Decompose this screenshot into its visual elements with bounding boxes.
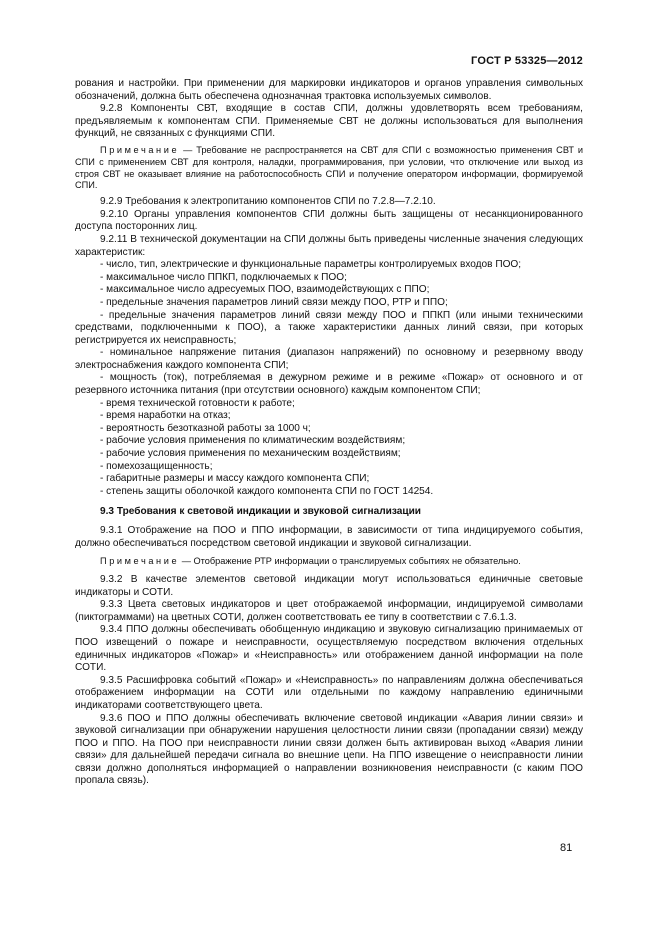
- clause-9-2-9: 9.2.9 Требования к электропитанию компонентов СПИ по 7.2.8—7.2.10.: [100, 196, 436, 208]
- note-1: [75, 145, 583, 192]
- clause-9-2-10: 9.2.10 Органы управления компонентов СПИ должны быть защищены от несанкционированного доступа посторонних лиц.: [75, 208, 583, 233]
- note-label: Примечание: [100, 144, 180, 155]
- section-heading-9-3: 9.3 Требования к световой индикации и звуковой сигнализации: [100, 506, 421, 518]
- note-text: — Отображение РТР информации о транслируемых событиях не обязательно.: [179, 556, 521, 567]
- list-item: - предельные значения параметров линий связи между ПОО, РТР и ППО;: [100, 296, 448, 308]
- list-item: - вероятность безотказной работы за 1000 ч;: [100, 422, 311, 434]
- list-item: - время технической готовности к работе;: [100, 397, 295, 409]
- clause-9-3-3: 9.3.3 Цвета световых индикаторов и цвет отображаемой информации, индицируемой символами (пиктограммами) на цветных СОТИ, должен соответствовать ее типу в соответствии с 7.6.1.3.: [75, 599, 583, 623]
- list-item: - время наработки на отказ;: [100, 410, 231, 422]
- page-number: 81: [560, 842, 573, 854]
- clause-9-3-6: 9.3.6 ПОО и ППО должны обеспечивать включение световой индикации «Авария линии связи» и звуковой сигнализации при обнаружении нарушения целостности линии связи (пропадании связи) между ПОО и ППО. На ПОО при неисправности линии связи должен быть активирован выход «Авария линии связи» для дальнейшей передачи сигнала во внешние цепи. На ППО извещение о неисправности линии связи должно дополняться информацией о направлении возникновения неисправности (с каким ПОО пропала связь).: [75, 712, 583, 787]
- list-item: - рабочие условия применения по механическим воздействиям;: [100, 448, 401, 460]
- clause-9-3-2: 9.3.2 В качестве элементов световой индикации могут использоваться единичные световые индикаторы и СОТИ.: [75, 573, 583, 598]
- list-item: - помехозащищенность;: [100, 460, 213, 472]
- note-label: Примечание: [100, 556, 180, 567]
- paragraph-continuation: рования и настройки. При применении для маркировки индикаторов и органов управления символьных обозначений, должна быть обеспечена однозначная трактовка используемых символов.: [75, 78, 583, 102]
- clause-9-3-5: 9.3.5 Расшифровка событий «Пожар» и «Неисправность» по направлениям должна обеспечиваться отображением информации на СОТИ или отдельными по каждому направлению единичными индикаторами соответствующего цвета.: [75, 674, 583, 711]
- clause-9-2-11: 9.2.11 В технической документации на СПИ должны быть приведены численные значения следующих характеристик:: [75, 233, 583, 258]
- clause-9-3-1: 9.3.1 Отображение на ПОО и ППО информации, в зависимости от типа индицируемого события, должно обеспечиваться посредством световой индикации и звуковой сигнализации.: [75, 525, 583, 549]
- list-item: - номинальное напряжение питания (диапазон напряжений) по основному и резервному вводу электроснабжения каждого компонента СПИ;: [75, 347, 583, 371]
- document-body: [75, 78, 583, 788]
- standard-header: ГОСТ Р 53325—2012: [471, 55, 583, 67]
- note-2: [75, 556, 583, 568]
- list-item: - степень защиты оболочкой каждого компонента СПИ по ГОСТ 14254.: [100, 485, 434, 497]
- clause-9-2-8: 9.2.8 Компоненты СВТ, входящие в состав СПИ, должны удовлетворять всем требованиям, предъявляемым к компонентам СПИ. Применяемые СВТ не должны использоваться для выполнения функций, не связанных с функциями СПИ.: [75, 103, 583, 140]
- list-item: - габаритные размеры и массу каждого компонента СПИ;: [100, 473, 370, 485]
- list-item: - число, тип, электрические и функциональные параметры контролируемых входов ПОО;: [100, 259, 522, 271]
- list-item: - максимальное число ППКП, подключаемых к ПОО;: [100, 271, 347, 283]
- list-item: - рабочие условия применения по климатическим воздействиям;: [100, 435, 406, 447]
- list-item: - предельные значения параметров линий связи между ПОО и ППКП (или иными техническими средствами, подключенными к ПОО), а также характеристики данных линий связи, при которых регистрируется их неисправность;: [75, 309, 583, 346]
- note-text: — Требование не распространяется на СВТ для СПИ с возможностью применения СВТ и СПИ с применением СВТ для контроля, наладки, программирования, при условии, что отключение или выход из строя СВТ не оказывает влияние на работоспособность СПИ и получение оператором информации, формируемой СПИ.: [75, 144, 583, 191]
- clause-9-3-4: 9.3.4 ППО должны обеспечивать обобщенную индикацию и звуковую сигнализацию принимаемых от ПОО извещений о пожаре и неисправности, осуществляемую посредством включения отдельных единичных индикаторов «Пожар» и «Неисправность» или отображением данной информации на поле СОТИ.: [75, 624, 583, 674]
- list-item: - максимальное число адресуемых ПОО, взаимодействующих с ППО;: [100, 284, 430, 296]
- list-item: - мощность (ток), потребляемая в дежурном режиме и в режиме «Пожар» от основного и от резервного источника питания (при отсутствии основного) каждым компонентом СПИ;: [75, 372, 583, 397]
